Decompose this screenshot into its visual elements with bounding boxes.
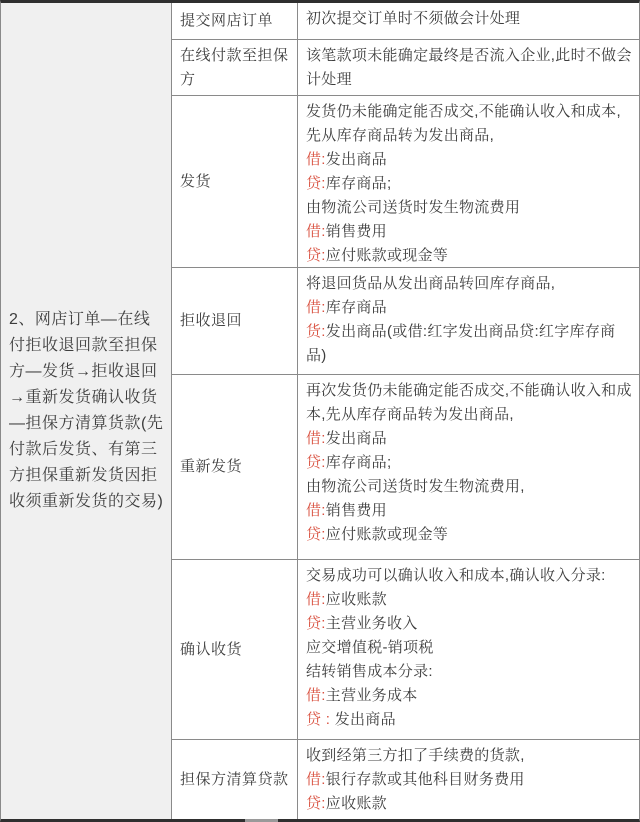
stage-cell — [172, 40, 298, 95]
entry-prefix: 借: — [306, 591, 326, 608]
table-row — [172, 560, 639, 740]
table-row — [172, 96, 639, 268]
entry-prefix: 借: — [306, 223, 326, 240]
entry-line: 借:银行存款或其他科目财务费用 — [306, 771, 525, 788]
detail-cell — [298, 268, 639, 374]
entry-line: 初次提交订单时不须做会计处理 — [306, 10, 521, 27]
entry-line: 贷:应付账款或现金等 — [306, 526, 449, 543]
process-summary-text: 2、网店订单—在线付拒收退回款至担保方—发货→拒收退回→重新发货确认收货—担保方清算货款(先付款后发货、有第三方担保重新发货因拒收须重新发货的交易) — [9, 311, 164, 510]
entry-prefix: 借: — [306, 151, 326, 168]
table-row — [172, 268, 639, 375]
entry-line: 贷:应付账款或现金等 — [306, 247, 449, 264]
entry-line: 贷:库存商品; — [306, 454, 392, 471]
entry-prefix: 借: — [306, 771, 326, 788]
entry-prefix: 贷 : — [306, 711, 335, 728]
entry-prefix: 借: — [306, 299, 326, 316]
stage-cell — [172, 268, 298, 374]
entry-line: 借:应收账款 — [306, 591, 387, 608]
entry-prefix: 货: — [306, 323, 326, 340]
entry-line: 货:发出商品(或借:红字发出商品贷:红字库存商品) — [306, 323, 616, 364]
entry-line: 将退回货品从发出商品转回库存商品, — [306, 275, 556, 292]
entry-line: 贷:应收账款 — [306, 795, 387, 812]
entry-prefix: 贷: — [306, 247, 326, 264]
entry-prefix: 借: — [306, 430, 326, 447]
entry-line: 交易成功可以确认收入和成本,确认收入分录: — [306, 567, 606, 584]
stage-label: 在线付款至担保方 — [180, 46, 289, 88]
detail-cell — [298, 3, 639, 39]
entry-prefix: 借: — [306, 502, 326, 519]
stage-cell — [172, 375, 298, 559]
stage-cell — [172, 740, 298, 819]
entry-line: 借:发出商品 — [306, 151, 387, 168]
detail-cell — [298, 96, 639, 267]
entry-line: 该笔款项未能确定最终是否流入企业,此时不做会计处理 — [306, 47, 632, 88]
stage-label: 提交网店订单 — [180, 12, 274, 29]
entry-prefix: 贷: — [306, 454, 326, 471]
table-row — [172, 40, 639, 96]
entry-line: 由物流公司送货时发生物流费用, — [306, 478, 525, 495]
entry-line: 借:发出商品 — [306, 430, 387, 447]
entry-prefix: 借: — [306, 687, 326, 704]
entry-line: 贷:库存商品; — [306, 175, 392, 192]
entry-prefix: 贷: — [306, 526, 326, 543]
entry-line: 借:销售费用 — [306, 223, 387, 240]
entry-line: 借:库存商品 — [306, 299, 387, 316]
entry-line: 再次发货仍未能确定能否成交,不能确认收入和成本,先从库存商品转为发出商品, — [306, 382, 632, 423]
detail-cell — [298, 560, 639, 739]
table-row — [172, 375, 639, 560]
entry-line: 贷 : 发出商品 — [306, 711, 396, 728]
detail-cell — [298, 40, 639, 95]
entry-line: 结转销售成本分录: — [306, 663, 433, 680]
entry-line: 应交增值税-销项税 — [306, 639, 434, 656]
stage-cell — [172, 96, 298, 267]
stage-label: 发货 — [180, 172, 212, 190]
entry-prefix: 贷: — [306, 175, 326, 192]
entry-line: 发货仍未能确定能否成交,不能确认收入和成本,先从库存商品转为发出商品, — [306, 103, 621, 144]
entry-line: 贷:主营业务收入 — [306, 615, 418, 632]
entry-prefix: 贷: — [306, 795, 326, 812]
stage-label: 拒收退回 — [180, 312, 243, 329]
entry-line: 由物流公司送货时发生物流费用 — [306, 199, 521, 216]
entry-prefix: 贷: — [306, 615, 326, 632]
stage-cell — [172, 560, 298, 739]
process-summary-cell — [1, 3, 172, 819]
table-row — [172, 740, 639, 819]
entry-line: 收到经第三方扣了手续费的货款, — [306, 747, 525, 764]
stage-label: 确认收货 — [180, 640, 243, 658]
stage-label: 重新发货 — [180, 458, 243, 475]
entry-line: 借:主营业务成本 — [306, 687, 418, 704]
detail-cell — [298, 375, 639, 559]
detail-cell — [298, 740, 639, 819]
table-row — [172, 3, 639, 40]
stage-rows — [172, 3, 639, 819]
entry-line: 借:销售费用 — [306, 502, 387, 519]
stage-label: 担保方清算贷款 — [180, 770, 289, 788]
stage-cell — [172, 3, 298, 39]
